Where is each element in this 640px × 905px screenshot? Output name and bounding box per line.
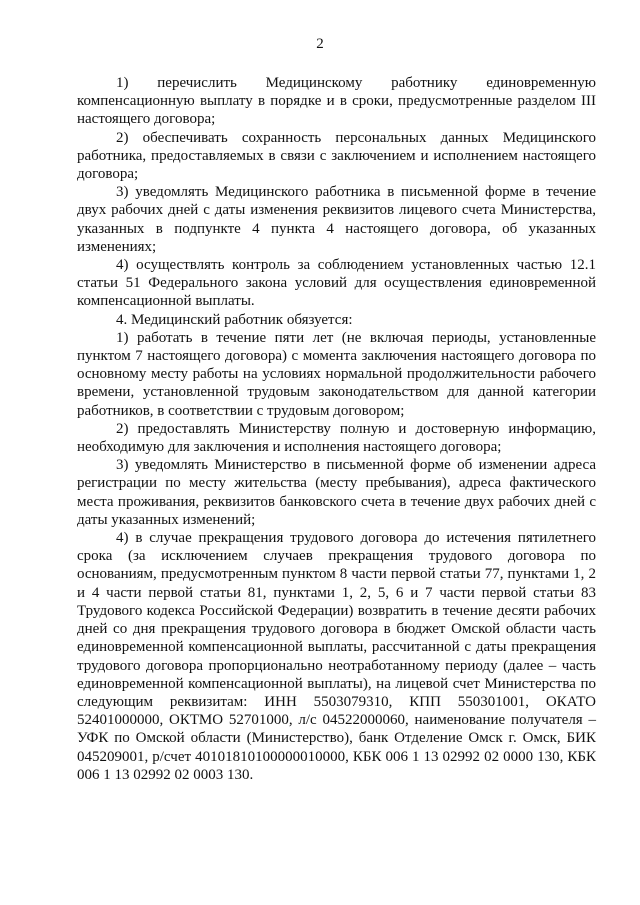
paragraph-worker-3-notify-changes: 3) уведомлять Министерство в письменной форме об изменении адреса регистрации по месту жительства (месту пребывания), адреса фактического места проживания, реквизитов банковского счета в течение двух рабочих дней с даты указанных изменений;: [77, 457, 596, 528]
paragraph-obligation-2-personal-data: 2) обеспечивать сохранность персональных данных Медицинского работника, предоставляемых в связи с заключением и исполнением настоящего договора;: [77, 129, 596, 183]
document-body: [77, 74, 596, 784]
paragraph-worker-2-provide-info: 2) предоставлять Министерству полную и достоверную информацию, необходимую для заключения и исполнения настоящего договора;: [77, 420, 596, 456]
paragraph-worker-4-refund: 4) в случае прекращения трудового договора до истечения пятилетнего срока (за исключением случаев прекращения трудового договора по основаниям, предусмотренным пунктом 8 части первой статьи 77, пунктами 1, 2 и 4 части первой статьи 81, пунктами 1, 2, 5, 6 и 7 части первой статьи 83 Трудового кодекса Российской Федерации) возвратить в течение десяти рабочих дней со дня прекращения трудового договора в бюджет Омской области часть единовременной компенсационной выплаты, рассчитанной с даты прекращения трудового договора пропорционально неотработанному периоду (далее – часть единовременной компенсационной выплаты), на лицевой счет Министерства по следующим реквизитам: ИНН 5503079310, КПП 550301001, ОКАТО 52401000000, ОКТМО 52701000, л/с 04522000060, наименование получателя – УФК по Омской области (Министерство), банк Отделение Омск г. Омск, БИК 045209001, р/счет 40101810100000010000, КБК 006 1 13 02992 02 0000 130, КБК 006 1 13 02992 02 0003 130.: [77, 530, 596, 783]
section-heading-worker-obligations: 4. Медицинский работник обязуется:: [116, 311, 353, 328]
paragraph-obligation-1-payment: 1) перечислить Медицинскому работнику единовременную компенсационную выплату в порядке и в сроки, предусмотренные разделом III настоящего договора;: [77, 75, 596, 128]
paragraph-obligation-4-control: 4) осуществлять контроль за соблюдением установленных частью 12.1 статьи 51 Федерального закона условий для осуществления единовременной компенсационной выплаты.: [77, 257, 596, 310]
paragraph-obligation-3-notify-account: 3) уведомлять Медицинского работника в письменной форме в течение двух рабочих дней с даты изменения реквизитов лицевого счета Министерства, указанных в подпункте 4 пункта 4 настоящего договора, об указанных изменениях;: [77, 184, 596, 255]
page-number: 2: [316, 36, 324, 52]
paragraph-worker-1-work-five-years: 1) работать в течение пяти лет (не включая периоды, установленные пунктом 7 настоящего договора) с момента заключения настоящего договора по основному месту работы на условиях нормальной продолжительности рабочего времени, установленной трудовым законодательством для данной категории работников, в соответствии с трудовым договором;: [77, 329, 596, 419]
